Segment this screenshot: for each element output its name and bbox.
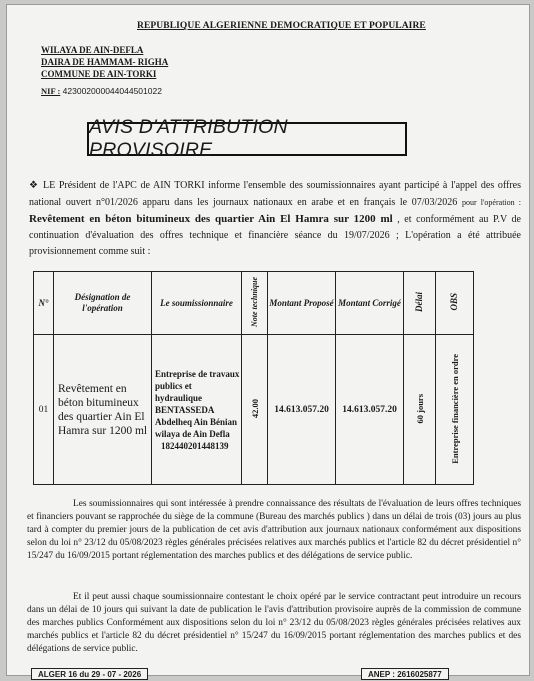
republic-heading: REPUBLIQUE ALGERIENNE DEMOCRATIQUE ET POPULAIRE — [137, 21, 426, 31]
wilaya-line: WILAYA DE AIN-DEFLA — [41, 45, 144, 55]
newspaper-page — [6, 4, 530, 679]
footer-publication: ALGER 16 du 29 - 07 - 2026 — [31, 668, 148, 680]
row-montant-propose: 14.613.057.20 — [268, 335, 336, 485]
nif-label: NIF : — [41, 86, 61, 96]
row-obs: Entreprise financière en ordre — [449, 353, 460, 464]
diamond-bullet-icon: ❖ — [29, 180, 38, 191]
row-soumissionnaire-cell — [152, 335, 242, 485]
intro-paragraph — [29, 178, 521, 260]
header-note: Note technique — [250, 276, 259, 327]
nif-line — [41, 86, 162, 96]
row-delai: 60 jours — [414, 393, 425, 424]
row-montant-corrige: 14.613.057.20 — [336, 335, 404, 485]
table-header-row — [34, 272, 474, 335]
header-montant-propose: Montant Proposé — [268, 272, 336, 335]
row-num: 01 — [34, 335, 54, 485]
intro-text-b: , et conformément au P.V de continuation d'évaluation des offres technique et financière séance du 19/07/2026 ; L'opération a été attribuée provisionnement comme suit : — [29, 214, 521, 257]
title-box — [87, 116, 407, 161]
intro-text-a: LE Président de l'APC de AIN TORKI informe l'ensemble des soumissionnaires ayant participé à l'appel des offres national ouvert n°01/2026 apparu dans les journaux nationaux en arabe et en français le 07/03/2026 — [29, 180, 521, 208]
header-num: N° — [34, 272, 54, 335]
header-designation: Désignation de l'opération — [54, 272, 152, 335]
table-row — [34, 335, 474, 485]
row-soumissionnaire-id: 182440201448139 — [161, 440, 229, 451]
intro-pour-operation: pour l'opération : — [461, 198, 521, 207]
commune-line: COMMUNE DE AIN-TORKI — [41, 69, 157, 79]
row-note-cell — [242, 335, 268, 485]
attribution-table — [33, 271, 474, 485]
header-obs: OBS — [449, 292, 459, 311]
row-note: 42.00 — [249, 398, 260, 419]
header-soumissionnaire: Le soumissionnaire — [152, 272, 242, 335]
row-delai-cell — [404, 335, 436, 485]
header-obs-cell — [436, 272, 474, 335]
header-delai: Délai — [414, 291, 424, 312]
header-delai-cell — [404, 272, 436, 335]
page-title: AVIS D'ATTRIBUTION PROVISOIRE — [89, 116, 288, 161]
row-designation: Revêtement en béton bitumineux des quartier Ain El Hamra sur 1200 ml — [54, 335, 152, 485]
header-note-cell — [242, 272, 268, 335]
daira-line: DAIRA DE HAMMAM- RIGHA — [41, 57, 169, 67]
header-montant-corrige: Montant Corrigé — [336, 272, 404, 335]
row-obs-cell — [436, 335, 474, 485]
row-soumissionnaire: Entreprise de travaux publics et hydraulique BENTASSEDA Abdelheq Ain Bénian wilaya de Ain Defla — [155, 368, 240, 439]
appeal-paragraph: Et il peut aussi chaque soumissionnaire contestant le choix opéré par le service contractant peut introduire un recours dans un délai de 10 jours qui suivant la date de publication le l'avis d'attribution provisoire auprès de la commission de commune des marches publics Conformément aux dispositions selon du loi n° 23/12 du 05/08/2023 règles générales précisées relatives aux marchés publics et l'article 82 du décret présidentiel n° 15/247 du 16/09/2015 portant réglementation des marches publics et des délégations de service public. — [27, 592, 521, 654]
footer-anep: ANEP : 2616025877 — [361, 668, 449, 680]
nif-value: 423002000044044501022 — [62, 86, 162, 96]
results-paragraph: Les soumissionnaires qui sont intéressée à prendre connaissance des résultats de l'évaluation de leurs offres techniques et financiers pouvant se rapprochée du siège de la commune (Bureau des marchés publics ) dans un délai de trois (03) jours au plus tard à compter du premier jours de la publication de cet avis d'attribution aux journaux nationaux conformément aux dispositions selon du loi n° 23/12 du 05/08/2023 règles générales précisées relatives aux marchés publics et l'article 82 du décret présidentiel n° 15/247 du 16/09/2015 portant réglementation des marches publics et des délégations de service public. — [27, 499, 521, 561]
intro-operation: Revêtement en béton bitumineux des quartier Ain El Hamra sur 1200 ml — [29, 213, 393, 225]
